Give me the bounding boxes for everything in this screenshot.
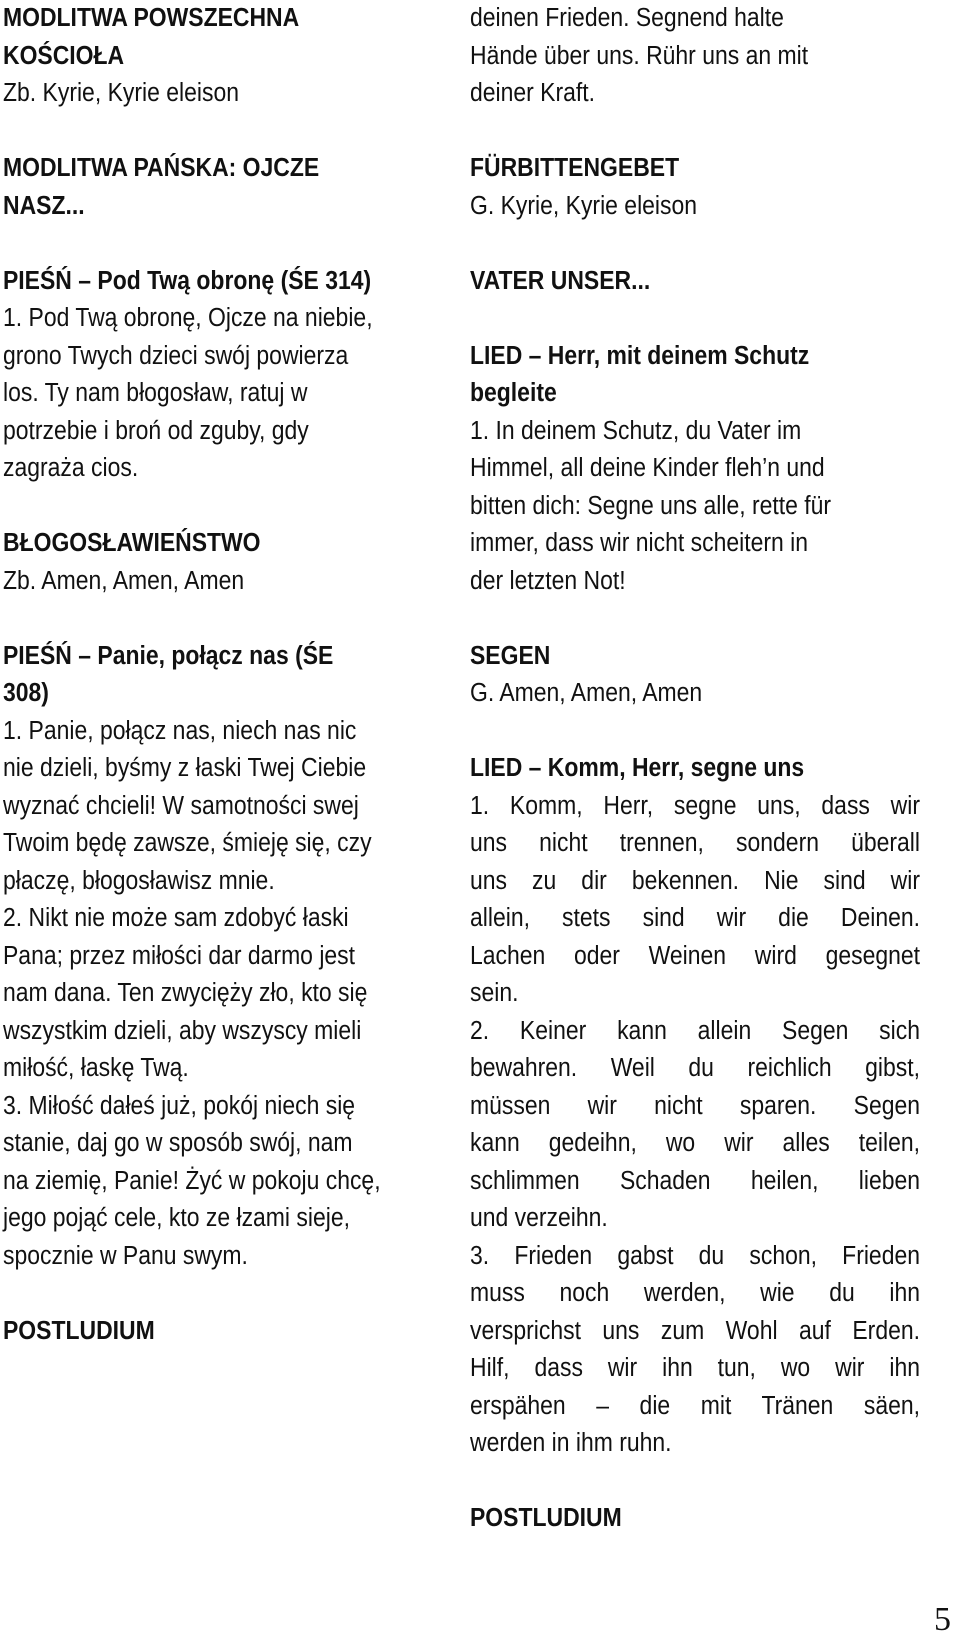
blank-line: [3, 113, 404, 151]
text-line: wyznać chcieli! W samotności swej: [3, 791, 359, 820]
heading-line: MODLITWA PAŃSKA: OJCZE: [3, 154, 320, 182]
text-line: uns zu dir bekennen. Nie sind wir: [470, 866, 920, 895]
text-line: der letzten Not!: [470, 566, 626, 595]
blank-line: [470, 113, 875, 151]
text-line: muss noch werden, wie du ihn: [470, 1279, 920, 1307]
heading-line: 308): [3, 679, 49, 707]
text-line: Pana; przez miłości dar darmo jest: [3, 941, 356, 970]
text-line: 1. Pod Twą obronę, Ojcze na niebie,: [3, 304, 373, 332]
text-line: bewahren. Weil du reichlich gibst,: [470, 1054, 920, 1082]
heading-line: KOŚCIOŁA: [3, 41, 125, 70]
text-line: Himmel, all deine Kinder fleh’n und: [470, 454, 825, 482]
heading-line: VATER UNSER...: [470, 266, 651, 295]
text-line: und verzeihn.: [470, 1204, 608, 1232]
text-line: los. Ty nam błogosław, ratuj w: [3, 379, 308, 407]
heading-line: PIEŚŃ – Pod Twą obronę (ŚE 314): [3, 266, 372, 295]
heading-line: LIED – Herr, mit deinem Schutz: [470, 341, 810, 370]
text-line: Zb. Kyrie, Kyrie eleison: [3, 79, 239, 107]
text-line: deinen Frieden. Segnend halte: [470, 4, 784, 32]
blank-line: [3, 600, 404, 638]
text-line: grono Twych dzieci swój powierza: [3, 341, 349, 370]
text-line: bitten dich: Segne uns alle, rette für: [470, 491, 832, 520]
heading-line: POSTLUDIUM: [3, 1316, 155, 1345]
heading-line: FÜRBITTENGEBET: [470, 154, 680, 182]
text-line: schlimmen Schaden heilen, lieben: [470, 1166, 920, 1195]
text-line: nam dana. Ten zwycięży zło, kto się: [3, 979, 368, 1007]
text-line: müssen wir nicht sparen. Segen: [470, 1091, 920, 1120]
text-line: płaczę, błogosławisz mnie.: [3, 866, 275, 895]
blank-line: [3, 225, 404, 263]
text-line: 1. Panie, połącz nas, niech nas nic: [3, 716, 357, 745]
blank-line: [470, 713, 875, 751]
text-line: zagraża cios.: [3, 454, 139, 482]
right-column: [470, 0, 920, 1538]
blank-line: [470, 300, 875, 338]
text-line: versprichst uns zum Wohl auf Erden.: [470, 1316, 920, 1345]
text-line: Hilf, dass wir ihn tun, wo wir ihn: [470, 1354, 920, 1382]
blank-line: [470, 225, 875, 263]
text-line: 3. Miłość dałeś już, pokój niech się: [3, 1091, 356, 1120]
heading-line: begleite: [470, 379, 557, 407]
text-line: jego pojąć cele, kto ze łzami sieje,: [3, 1204, 350, 1232]
text-line: uns nicht trennen, sondern überall: [470, 829, 920, 857]
text-line: Twoim będę zawsze, śmieję się, czy: [3, 829, 372, 857]
blank-line: [3, 1275, 404, 1313]
page-number: 5: [934, 1601, 951, 1638]
text-line: wszystkim dzieli, aby wszyscy mieli: [3, 1016, 362, 1045]
text-line: 2. Nikt nie może sam zdobyć łaski: [3, 904, 349, 932]
text-line: 1. Komm, Herr, segne uns, dass wir: [470, 791, 920, 820]
heading-line: NASZ...: [3, 191, 85, 220]
blank-line: [470, 600, 875, 638]
text-line: kann gedeihn, wo wir alles teilen,: [470, 1129, 920, 1157]
text-line: G. Kyrie, Kyrie eleison: [470, 191, 698, 220]
text-line: deiner Kraft.: [470, 79, 596, 107]
text-line: nie dzieli, byśmy z łaski Twej Ciebie: [3, 754, 367, 782]
text-line: stanie, daj go w sposób swój, nam: [3, 1129, 353, 1157]
left-column: [3, 0, 448, 1350]
text-line: sein.: [470, 979, 519, 1007]
text-line: 1. In deinem Schutz, du Vater im: [470, 416, 802, 445]
text-line: erspähen – die mit Tränen säen,: [470, 1391, 920, 1420]
heading-line: LIED – Komm, Herr, segne uns: [470, 754, 805, 782]
heading-line: POSTLUDIUM: [470, 1504, 622, 1532]
blank-line: [470, 1463, 875, 1501]
blank-line: [3, 488, 404, 526]
text-line: na ziemię, Panie! Żyć w pokoju chcę,: [3, 1166, 381, 1195]
text-line: Zb. Amen, Amen, Amen: [3, 566, 245, 595]
text-line: Hände über uns. Rühr uns an mit: [470, 41, 809, 70]
heading-line: PIEŚŃ – Panie, połącz nas (ŚE: [3, 641, 334, 670]
text-line: G. Amen, Amen, Amen: [470, 679, 703, 707]
heading-line: SEGEN: [470, 641, 551, 670]
heading-line: MODLITWA POWSZECHNA: [3, 4, 300, 32]
text-line: werden in ihm ruhn.: [470, 1429, 672, 1457]
text-line: immer, dass wir nicht scheitern in: [470, 529, 808, 557]
text-line: 3. Frieden gabst du schon, Frieden: [470, 1241, 920, 1270]
text-line: spocznie w Panu swym.: [3, 1241, 248, 1270]
text-line: Lachen oder Weinen wird gesegnet: [470, 941, 920, 970]
text-line: potrzebie i broń od zguby, gdy: [3, 416, 309, 445]
text-line: 2. Keiner kann allein Segen sich: [470, 1016, 920, 1045]
text-line: miłość, łaskę Twą.: [3, 1054, 189, 1082]
text-line: allein, stets sind wir die Deinen.: [470, 904, 920, 932]
heading-line: BŁOGOSŁAWIEŃSTWO: [3, 529, 261, 557]
